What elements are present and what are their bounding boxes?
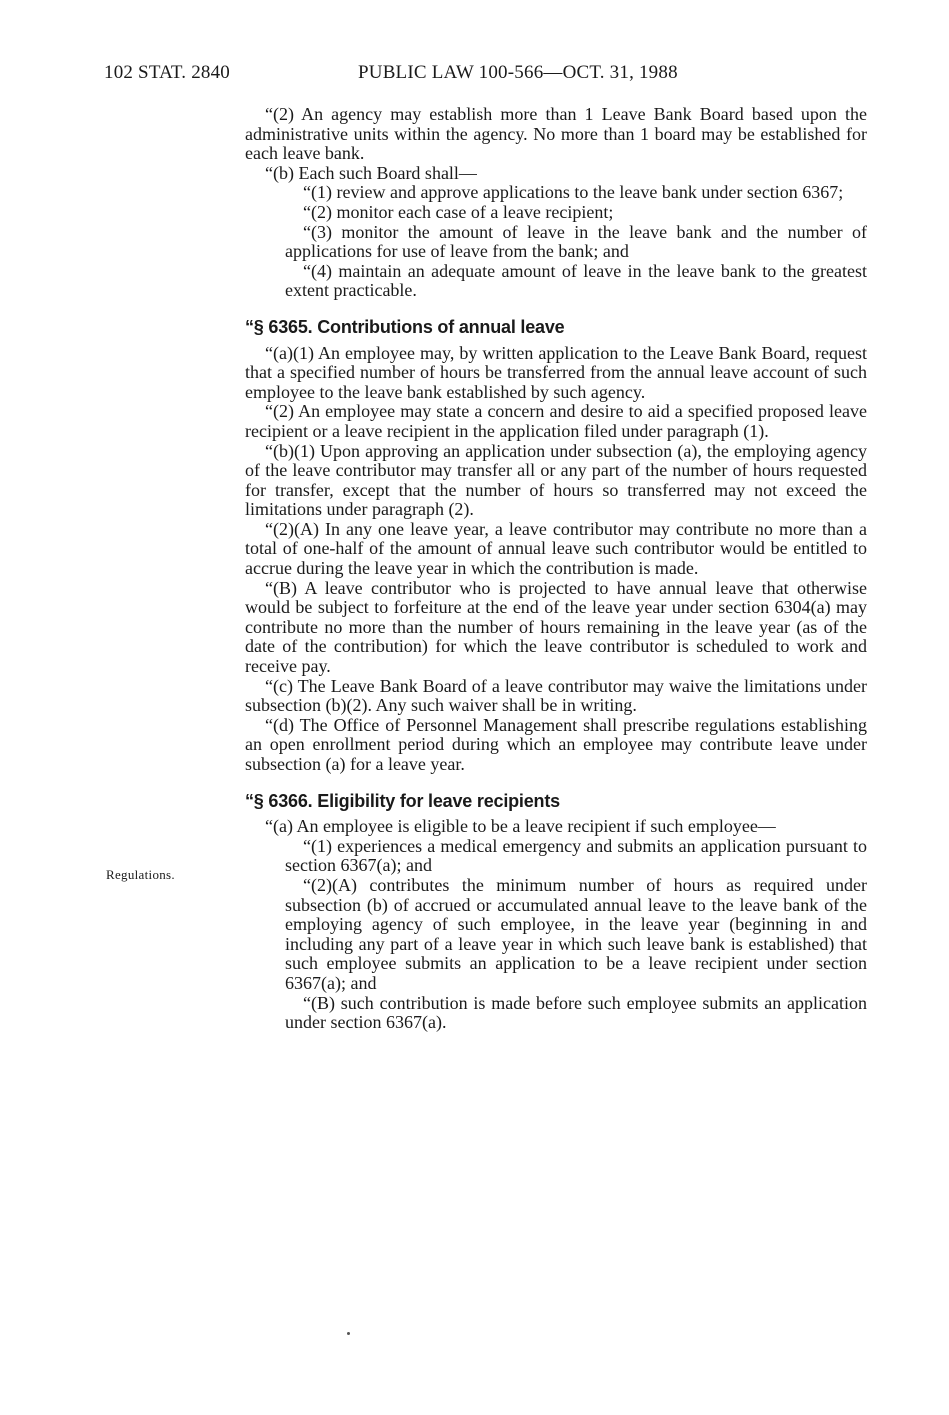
subparagraph: “(1) review and approve applications to the leave bank under section 6367; (303, 182, 844, 203)
subparagraph: “(3) monitor the amount of leave in the leave bank and the number of applications for use of leave from the bank; and (285, 221, 867, 262)
section-heading: “§ 6365. Contributions of annual leave (245, 316, 565, 337)
paragraph: “(c) The Leave Bank Board of a leave contributor may waive the limitations under subsection (b)(2). Any such waiver shall be in writing. (245, 675, 867, 716)
subparagraph: “(4) maintain an adequate amount of leave in the leave bank to the greatest extent practicable. (285, 260, 867, 301)
body-text-column (245, 105, 867, 1033)
paragraph: “(d) The Office of Personnel Management shall prescribe regulations establishing an open enrollment period during which an employee may contribute leave under subsection (a) for a leave year. (245, 714, 867, 774)
subparagraph: “(B) such contribution is made before such employee submits an application under section 6367(a). (285, 992, 867, 1033)
paragraph: “(2) An agency may establish more than 1 Leave Bank Board based upon the administrative units within the agency. No more than 1 board may be established for each leave bank. (245, 104, 867, 164)
paragraph: “(b) Each such Board shall— (265, 162, 477, 183)
scan-speck (347, 1332, 350, 1335)
paragraph: “(b)(1) Upon approving an application under subsection (a), the employing agency of the leave contributor may transfer all or any part of the number of hours requested for transfer, except that the number of hours so transferred may not exceed the limitations under paragraph (2). (245, 440, 867, 520)
section-heading: “§ 6366. Eligibility for leave recipients (245, 790, 560, 811)
paragraph: “(2)(A) In any one leave year, a leave contributor may contribute no more than a total of one-half of the amount of annual leave such contributor would be entitled to accrue during the leave year in which the contribution is made. (245, 518, 867, 579)
subparagraph: “(2)(A) contributes the minimum number of hours as required under subsection (b) of accrued or accumulated annual leave to the leave bank of the employing agency of such employee, in the leave year (beginning in and including any part of a leave year in which such leave bank is established) that such employee submits an application to be a leave recipient under section 6367(a); and (285, 874, 867, 993)
margin-note-regulations: Regulations. (106, 867, 175, 882)
subparagraph: “(1) experiences a medical emergency and submits an application pursuant to section 6367(a); and (285, 835, 867, 876)
stat-citation: 102 STAT. 2840 (104, 62, 231, 83)
paragraph: “(B) A leave contributor who is projected to have annual leave that otherwise would be subject to forfeiture at the end of the leave year under section 6304(a) may contribute no more than the number of hours remaining in the leave year (as of the date of the contribution) for which the leave contributor is scheduled to work and receive pay. (245, 577, 867, 677)
paragraph: “(2) An employee may state a concern and desire to aid a specified proposed leave recipient or a leave recipient in the application filed under paragraph (1). (245, 401, 867, 441)
law-title: PUBLIC LAW 100-566—OCT. 31, 1988 (358, 62, 678, 83)
paragraph: “(a) An employee is eligible to be a leave recipient if such employee— (265, 816, 776, 837)
paragraph: “(a)(1) An employee may, by written application to the Leave Bank Board, request that a specified number of hours be transferred from the annual leave account of such employee to the leave bank established by such agency. (245, 342, 867, 402)
subparagraph: “(2) monitor each case of a leave recipient; (303, 201, 614, 222)
